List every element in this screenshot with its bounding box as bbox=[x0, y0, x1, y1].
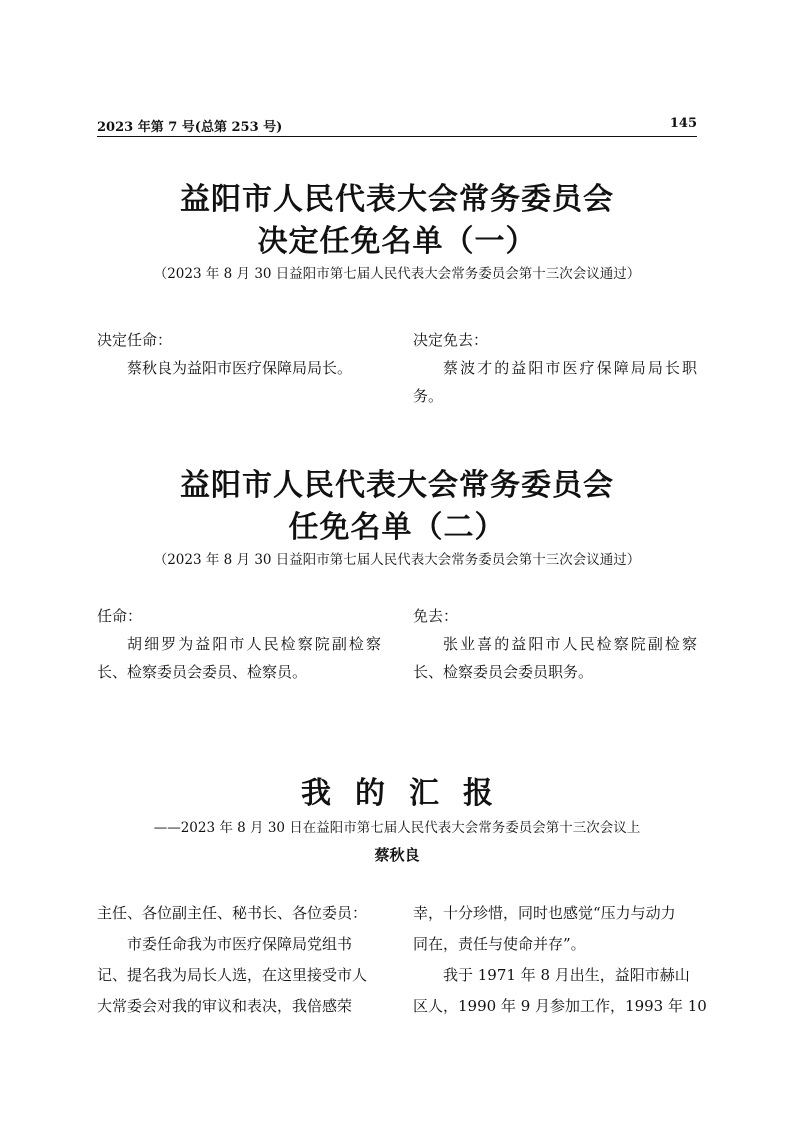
section1-title-line1: 益阳市人民代表大会常务委员会 bbox=[180, 182, 614, 217]
report-author: 蔡秋良 bbox=[374, 846, 420, 864]
report-body-line: 幸，十分珍惜，同时也感觉“压力与动力 bbox=[413, 904, 676, 922]
report-body-line: 同在，责任与使命并存”。 bbox=[413, 935, 586, 953]
report-body-line: 我于 1971 年 8 月出生，益阳市赫山 bbox=[413, 966, 690, 984]
section1-title-line2: 决定任免名单（一） bbox=[257, 224, 537, 259]
report-body-line: 区人，1990 年 9 月参加工作，1993 年 10 bbox=[413, 997, 707, 1015]
report-body-right-column bbox=[413, 898, 707, 1022]
page-number: 145 bbox=[669, 116, 697, 131]
section2-subtitle: （2023 年 8 月 30 日益阳市第七届人民代表大会常务委员会第十三次会议通过） bbox=[153, 552, 641, 568]
section2-remove-column bbox=[413, 602, 697, 686]
section2-appoint-text: 胡细罗为益阳市人民检察院副检察长、检察委员会委员、检察员。 bbox=[97, 635, 381, 681]
report-subtitle: ——2023 年 8 月 30 日在益阳市第七届人民代表大会常务委员会第十三次会议上 bbox=[153, 820, 641, 836]
section2-remove-heading: 免去： bbox=[413, 607, 459, 625]
section2-remove-text: 张业喜的益阳市人民检察院副检察长、检察委员会委员职务。 bbox=[413, 635, 697, 681]
section1-remove-text: 蔡波才的益阳市医疗保障局局长职务。 bbox=[413, 359, 697, 405]
report-body-line: 市委任命我为市医疗保障局党组书 bbox=[97, 935, 353, 953]
section1-appoint-text: 蔡秋良为益阳市医疗保障局局长。 bbox=[127, 359, 353, 377]
section2-appoint-heading: 任命： bbox=[97, 607, 143, 625]
section1-appoint-column bbox=[97, 326, 381, 382]
report-body-left-column bbox=[97, 898, 381, 1022]
section1-subtitle: （2023 年 8 月 30 日益阳市第七届人民代表大会常务委员会第十三次会议通过） bbox=[153, 266, 641, 282]
issue-info: 2023 年第 7 号(总第 253 号) bbox=[97, 120, 283, 135]
section1-remove-column bbox=[413, 326, 697, 410]
section1-remove-heading: 决定免去： bbox=[413, 331, 489, 349]
report-body-line: 主任、各位副主任、秘书长、各位委员： bbox=[97, 904, 368, 922]
report-body-line: 大常委会对我的审议和表决，我倍感荣 bbox=[97, 997, 353, 1015]
section1-appoint-heading: 决定任命： bbox=[97, 331, 173, 349]
section2-appoint-column bbox=[97, 602, 381, 686]
report-body-line: 记、提名我为局长人选，在这里接受市人 bbox=[97, 966, 368, 984]
page-header bbox=[97, 116, 697, 138]
header-rule bbox=[97, 136, 697, 137]
section2-title-line2: 任免名单（二） bbox=[288, 510, 506, 545]
report-title: 我的汇报 bbox=[301, 776, 517, 811]
section2-title-line1: 益阳市人民代表大会常务委员会 bbox=[180, 468, 614, 503]
